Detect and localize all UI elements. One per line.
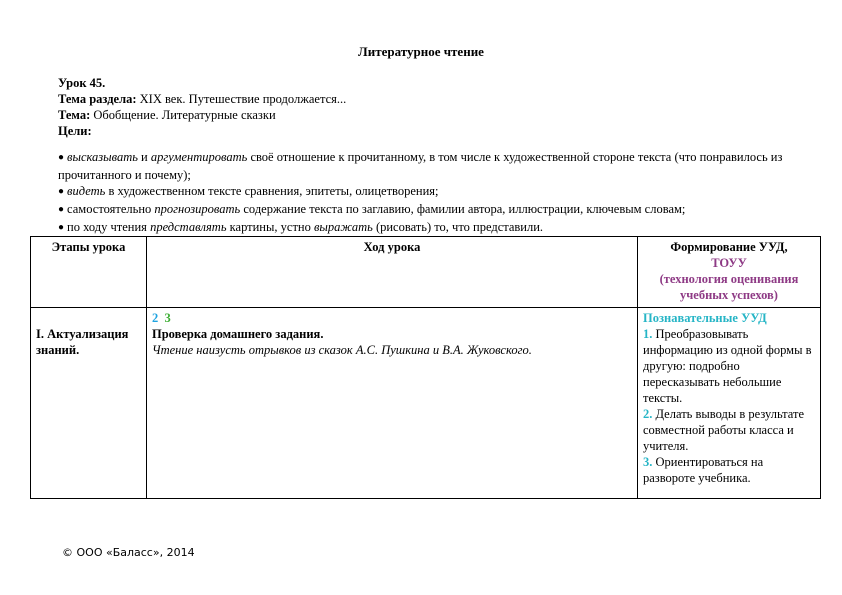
goal-item: ● самостоятельно прогнозировать содержание текста по заглавию, фамилии автора, иллюстрации, ключевым словам; xyxy=(58,202,686,216)
header-progress: Ход урока xyxy=(147,237,638,308)
lesson-number: Урок 45. xyxy=(58,76,106,90)
bullet-icon: ● xyxy=(58,186,65,197)
topic-label: Тема: xyxy=(58,108,91,122)
section-label: Тема раздела: xyxy=(58,92,137,106)
section-line xyxy=(58,91,788,107)
bullet-icon: ● xyxy=(58,222,65,233)
uud-title: Познавательные УУД xyxy=(643,311,767,325)
stage-name: I. Актуализация знаний. xyxy=(36,327,129,357)
header-uud-title: Формирование УУД, xyxy=(670,240,788,254)
header-stages: Этапы урока xyxy=(31,237,147,308)
step-number-a: 2 xyxy=(152,311,159,325)
step-number-b: 3 xyxy=(164,311,171,325)
task-title: Проверка домашнего задания. xyxy=(152,327,324,341)
table-row xyxy=(31,308,821,499)
section-value: XIX век. Путешествие продолжается... xyxy=(136,92,347,106)
progress-cell xyxy=(147,308,638,499)
bullet-icon: ● xyxy=(58,152,65,163)
header-touu: ТОУУ xyxy=(711,256,747,270)
lesson-header xyxy=(58,75,788,139)
goal-item: ● высказывать и аргументировать своё отношение к прочитанному, в том числе к художественной стороне текста (что понравилось из прочитанного и почему); xyxy=(58,150,783,182)
task-description: Чтение наизусть отрывков из сказок А.С. Пушкина и В.А. Жуковского. xyxy=(152,343,532,357)
copyright-footer: © ООО «Баласс», 2014 xyxy=(62,546,195,559)
uud-cell xyxy=(638,308,821,499)
uud-item: 1. Преобразовывать информацию из одной формы в другую: подробно пересказывать небольшие тексты. xyxy=(643,327,812,405)
table-header-row xyxy=(31,237,821,308)
topic-line xyxy=(58,107,788,123)
goal-item: ● видеть в художественном тексте сравнения, эпитеты, олицетворения; xyxy=(58,184,439,198)
uud-item: 2. Делать выводы в результате совместной работы класса и учителя. xyxy=(643,407,805,453)
goal-item: ● по ходу чтения представлять картины, устно выражать (рисовать) то, что представили. xyxy=(58,220,544,234)
lesson-table xyxy=(30,236,821,499)
topic-value: Обобщение. Литературные сказки xyxy=(90,108,276,122)
header-uud xyxy=(638,237,821,308)
step-numbers xyxy=(152,310,632,326)
stage-cell xyxy=(31,308,147,499)
uud-item: 3. Ориентироваться на развороте учебника. xyxy=(643,455,764,485)
header-touu-desc: (технология оценивания учебных успехов) xyxy=(659,272,799,302)
bullet-icon: ● xyxy=(58,204,65,215)
goals-list xyxy=(58,149,788,237)
document-title: Литературное чтение xyxy=(358,44,484,59)
goals-label: Цели: xyxy=(58,124,92,138)
